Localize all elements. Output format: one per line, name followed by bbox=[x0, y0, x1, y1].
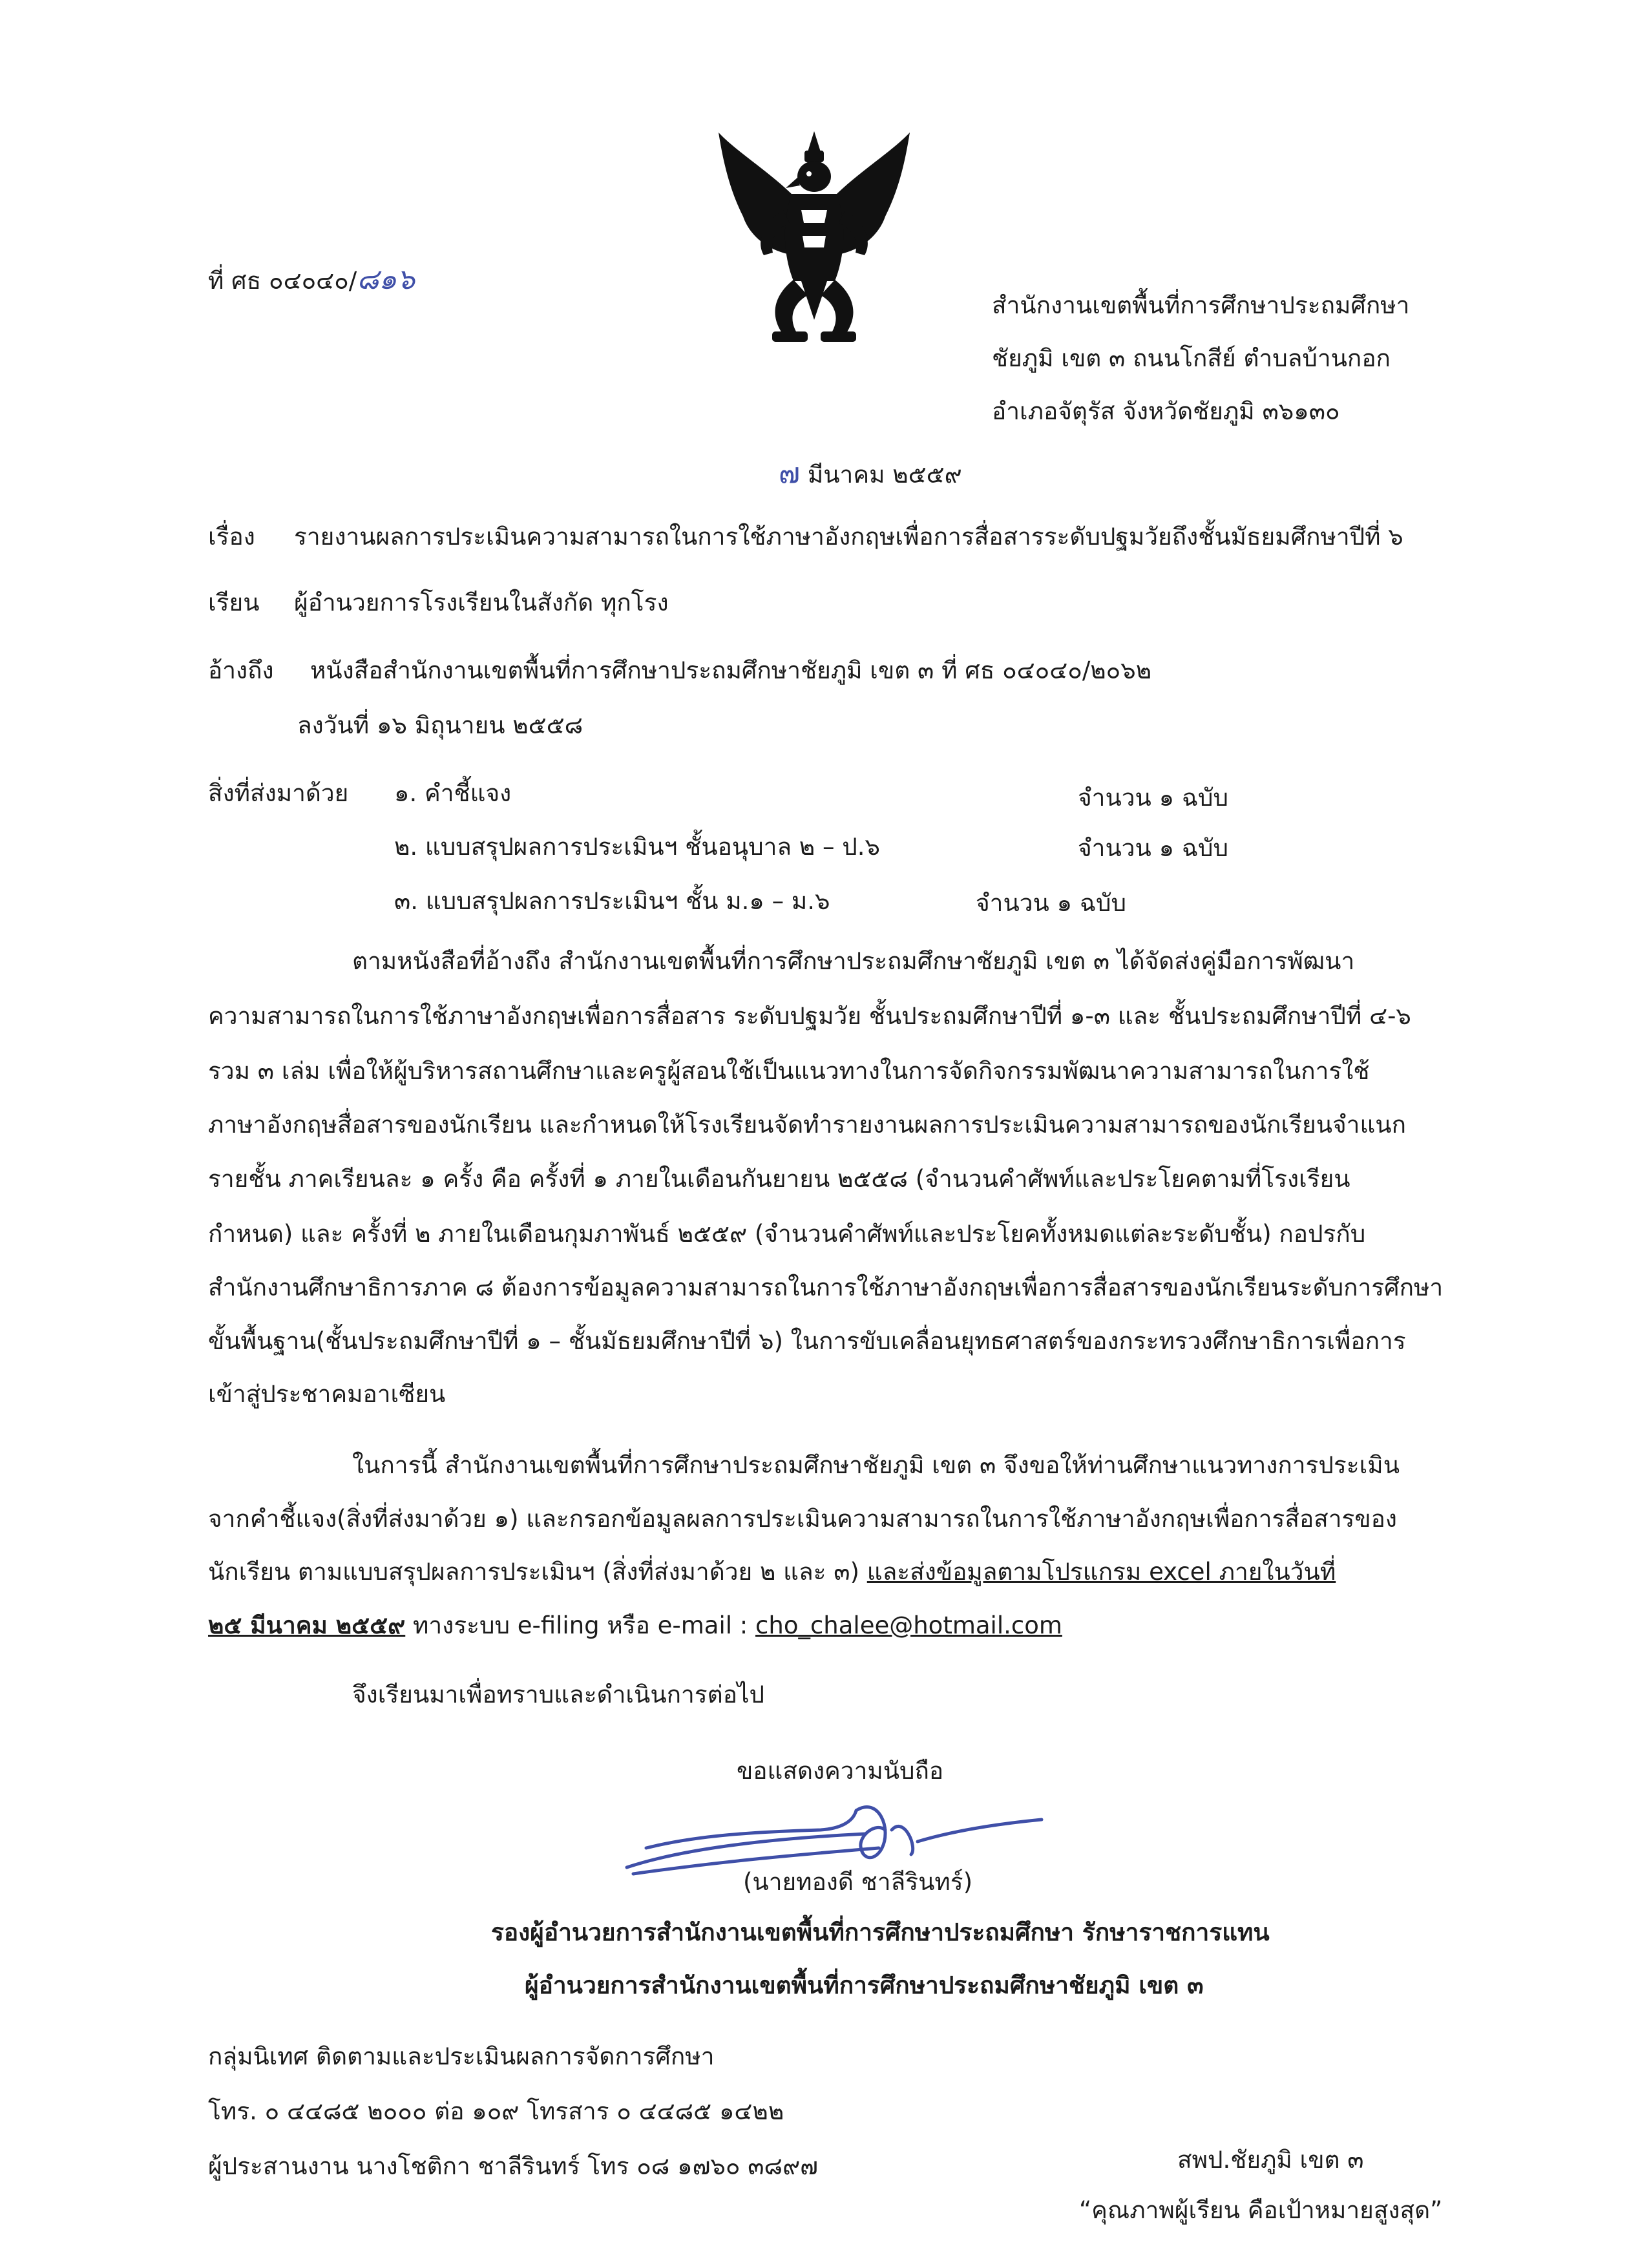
submission-instruction: และส่งข้อมูลตามโปรแกรม excel ภายในวันที่ bbox=[867, 1558, 1336, 1586]
paragraph1-line: รายชั้น ภาคเรียนละ ๑ ครั้ง คือ ครั้งที่ ๑ ภายในเดือนกันยายน ๒๕๕๘ (จำนวนคำศัพท์และประโยคตามที่โรงเรียน bbox=[208, 1165, 1350, 1193]
paragraph1-line: ความสามารถในการใช้ภาษาอังกฤษเพื่อการสื่อสาร ระดับปฐมวัย ชั้นประถมศึกษาปีที่ ๑-๓ และ ชั้นประถมศึกษาปีที่ ๔-๖ bbox=[208, 1002, 1411, 1030]
recipient-label: เรียน bbox=[208, 589, 260, 616]
signatory-name: (นายทองดี ชาลีรินทร์) bbox=[743, 1868, 973, 1896]
enclosure-qty-3: จำนวน ๑ ฉบับ bbox=[976, 889, 1127, 917]
regards: ขอแสดงความนับถือ bbox=[737, 1757, 944, 1785]
paragraph1-line: กำหนด) และ ครั้งที่ ๒ ภายในเดือนกุมภาพันธ์ ๒๕๕๙ (จำนวนคำศัพท์และประโยคทั้งหมดแต่ละระดับชั้น) กอปรกับ bbox=[208, 1220, 1366, 1248]
date-month-year: มีนาคม ๒๕๕๙ bbox=[807, 461, 962, 488]
reference-number bbox=[208, 262, 415, 297]
enclosure-item-2: ๒. แบบสรุปผลการประเมินฯ ชั้นอนุบาล ๒ – ป.๖ bbox=[394, 833, 880, 861]
submission-deadline: ๒๕ มีนาคม ๒๕๕๙ bbox=[208, 1612, 406, 1639]
enclosure-item-3: ๓. แบบสรุปผลการประเมินฯ ชั้น ม.๑ – ม.๖ bbox=[394, 887, 830, 915]
paragraph1-line: ตามหนังสือที่อ้างถึง สำนักงานเขตพื้นที่การศึกษาประถมศึกษาชัยภูมิ เขต ๓ ได้จัดส่งคู่มือการพัฒนา bbox=[352, 947, 1355, 975]
enclosures-label: สิ่งที่ส่งมาด้วย bbox=[208, 779, 349, 807]
enclosure-qty-2: จำนวน ๑ ฉบับ bbox=[1078, 834, 1229, 862]
agency-address-line-2: ชัยภูมิ เขต ๓ ถนนโกสีย์ ตำบลบ้านกอก bbox=[992, 344, 1391, 372]
signatory-position-1: รองผู้อำนวยการสำนักงานเขตพื้นที่การศึกษาประถมศึกษา รักษาราชการแทน bbox=[491, 1918, 1270, 1946]
footer-department: กลุ่มนิเทศ ติดตามและประเมินผลการจัดการศึกษา bbox=[208, 2042, 715, 2070]
reference-line-2: ลงวันที่ ๑๖ มิถุนายน ๒๕๕๘ bbox=[297, 711, 583, 739]
subject-label: เรื่อง bbox=[208, 523, 255, 551]
enclosure-item-1: ๑. คำชี้แจง bbox=[394, 779, 512, 807]
recipient-text: ผู้อำนวยการโรงเรียนในสังกัด ทุกโรง bbox=[294, 589, 669, 616]
reference-label: อ้างถึง bbox=[208, 656, 274, 684]
agency-address-line-3: อำเภอจัตุรัส จังหวัดชัยภูมิ ๓๖๑๓๐ bbox=[992, 397, 1340, 425]
paragraph1-line: รวม ๓ เล่ม เพื่อให้ผู้บริหารสถานศึกษาและครูผู้สอนใช้เป็นแนวทางในการจัดกิจกรรมพัฒนาความสามารถในการใช้ bbox=[208, 1057, 1370, 1085]
footer-agency: สพป.ชัยภูมิ เขต ๓ bbox=[1177, 2146, 1364, 2174]
reference-number-handwritten: ๘๑๖ bbox=[357, 263, 415, 296]
paragraph2-line3-text: นักเรียน ตามแบบสรุปผลการประเมินฯ (สิ่งที่ส่งมาด้วย ๒ และ ๓) bbox=[208, 1558, 867, 1586]
paragraph2-line: ในการนี้ สำนักงานเขตพื้นที่การศึกษาประถมศึกษาชัยภูมิ เขต ๓ จึงขอให้ท่านศึกษาแนวทางการประเมิน bbox=[352, 1451, 1400, 1479]
email-link[interactable]: cho_chalee@hotmail.com bbox=[755, 1612, 1062, 1639]
paragraph1-line: เข้าสู่ประชาคมอาเซียน bbox=[208, 1380, 446, 1408]
paragraph2-line: จากคำชี้แจง(สิ่งที่ส่งมาด้วย ๑) และกรอกข้อมูลผลการประเมินความสามารถในการใช้ภาษาอังกฤษเพื่อการสื่อสารของ bbox=[208, 1505, 1397, 1533]
footer-phone: โทร. ๐ ๔๔๘๕ ๒๐๐๐ ต่อ ๑๐๙ โทรสาร ๐ ๔๔๘๕ ๑๔๒๒ bbox=[208, 2097, 784, 2125]
paragraph2-line bbox=[208, 1557, 1336, 1587]
footer-motto: “คุณภาพผู้เรียน คือเป้าหมายสูงสุด” bbox=[1079, 2196, 1443, 2224]
reference-line-1: หนังสือสำนักงานเขตพื้นที่การศึกษาประถมศึกษาชัยภูมิ เขต ๓ ที่ ศธ ๐๔๐๔๐/๒๐๖๒ bbox=[310, 656, 1152, 684]
subject-text: รายงานผลการประเมินความสามารถในการใช้ภาษาอังกฤษเพื่อการสื่อสารระดับปฐมวัยถึงชั้นมัธยมศึกษาปีที่ ๖ bbox=[294, 523, 1403, 551]
submission-channel: ทางระบบ e-filing หรือ e-mail : bbox=[405, 1612, 756, 1639]
paragraph1-line: ขั้นพื้นฐาน(ชั้นประถมศึกษาปีที่ ๑ – ชั้นมัธยมศึกษาปีที่ ๖) ในการขับเคลื่อนยุทธศาสตร์ของกระทรวงศึกษาธิการเพื่อการ bbox=[208, 1327, 1406, 1355]
signatory-position-2: ผู้อำนวยการสำนักงานเขตพื้นที่การศึกษาประถมศึกษาชัยภูมิ เขต ๓ bbox=[525, 1971, 1204, 1999]
closing-request: จึงเรียนมาเพื่อทราบและดำเนินการต่อไป bbox=[352, 1681, 765, 1708]
reference-number-printed: ที่ ศธ ๐๔๐๔๐/ bbox=[208, 267, 357, 295]
garuda-emblem-icon bbox=[711, 126, 918, 349]
enclosure-qty-1: จำนวน ๑ ฉบับ bbox=[1078, 784, 1229, 812]
footer-coordinator: ผู้ประสานงาน นางโชติกา ชาลีรินทร์ โทร ๐๘ ๑๗๖๐ ๓๘๙๗ bbox=[208, 2152, 818, 2180]
paragraph1-line: ภาษาอังกฤษสื่อสารของนักเรียน และกำหนดให้โรงเรียนจัดทำรายงานผลการประเมินความสามารถของนักเรียนจำแนก bbox=[208, 1111, 1406, 1139]
paragraph1-line: สำนักงานศึกษาธิการภาค ๘ ต้องการข้อมูลความสามารถในการใช้ภาษาอังกฤษเพื่อการสื่อสารของนักเรียนระดับการศึกษา bbox=[208, 1274, 1444, 1301]
letter-date bbox=[779, 456, 962, 491]
agency-address-line-1: สำนักงานเขตพื้นที่การศึกษาประถมศึกษา bbox=[992, 291, 1410, 319]
paragraph2-line bbox=[208, 1611, 1062, 1641]
date-day-handwritten: ๗ bbox=[779, 457, 801, 490]
